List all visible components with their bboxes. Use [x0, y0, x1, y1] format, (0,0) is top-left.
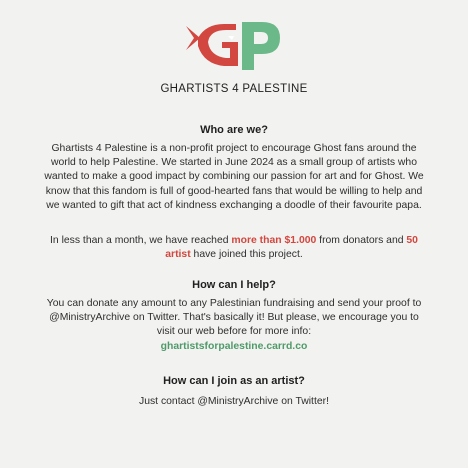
who-are-we-heading: Who are we? — [200, 124, 268, 136]
who-are-we-body: Ghartists 4 Palestine is a non-profit project to encourage Ghost fans around the world to help Palestine. We started in June 2024 as a small group of artists who wanted to make a good impact by combining our passion for art and for Ghost. We know that this fandom is full of good-hearted fans that would be willing to help and we wanted to gift that act of kindness exchanging a doodle of their favourite papa. — [44, 143, 424, 211]
progress-suffix: have joined this project. — [190, 249, 303, 261]
progress-statement — [40, 234, 428, 262]
how-can-i-help-heading: How can I help? — [192, 279, 276, 291]
website-link[interactable]: ghartistsforpalestine.carrd.co — [160, 340, 308, 352]
join-as-artist-body: Just contact @MinistryArchive on Twitter! — [139, 396, 329, 407]
progress-middle: from donators and — [316, 235, 407, 246]
g4p-monogram-logo-icon — [184, 16, 284, 72]
join-as-artist-heading: How can I join as an artist? — [163, 375, 305, 387]
help-text: You can donate any amount to any Palestinian fundraising and send your proof to @MinistryArchive on Twitter. That's basically it! But please, we encourage you to visit our web before for more info: — [46, 298, 422, 338]
amount-raised: more than $1.000 — [231, 235, 317, 246]
brand-title: GHARTISTS 4 PALESTINE — [160, 83, 308, 95]
how-can-i-help-body — [40, 297, 428, 354]
artists-count: 50 artist — [165, 235, 418, 261]
progress-prefix: In less than a month, we have reached — [50, 235, 232, 246]
